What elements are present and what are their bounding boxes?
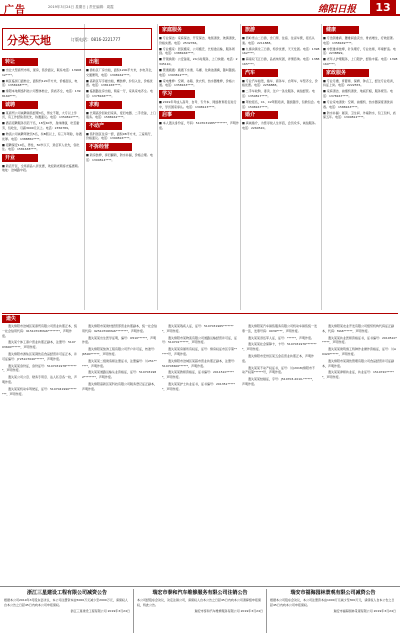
- notice-item: 遗失某某结婚证，字号：J510703-2010-******，声明作废。: [242, 377, 316, 386]
- page-number: 13: [370, 0, 396, 15]
- notice-item: 遗失某某二级建造师注册证书，注册编号：川251******，声明作废。: [82, 358, 157, 368]
- classified-column-3: [159, 24, 239, 310]
- notice-column-2: [82, 324, 157, 584]
- notice-item: 遗失某某出生医学证明，编号：O510******，声明作废。: [82, 335, 157, 345]
- classified-column-5: [323, 24, 398, 310]
- listing-item: ■ 招聘保安10名，男性，50岁以下，退伍军人优先，包吃住。电话：1581638****。: [2, 142, 80, 152]
- listing-item: ■ 家电维修：空调、冰箱、洗衣机、热水器维修，价格公道。电话：1358163****。: [159, 78, 235, 88]
- notice-item: 遗失绵阳市某物流有限公司道路运输经营许可证，证号：510701******，声明作废。: [162, 335, 237, 345]
- notice-item: 遗失某某机动车驾驶证，证号：5107041990********，声明作废。: [2, 386, 77, 396]
- listing-item: ■ 驾校报名，C1、C2驾照培训，随到随学，包教包会。电话：1598167****。: [242, 99, 320, 109]
- category-header: 出租: [86, 58, 122, 66]
- column-divider: [84, 24, 85, 310]
- category-header: 诚聘: [2, 101, 38, 109]
- category-header: 婚介: [242, 111, 278, 119]
- announcement-ads: [0, 586, 400, 634]
- listing-item: ■ 家庭清洁、油烟机清洗、地板打蜡，服务规范。电话：1378167****。: [323, 89, 393, 98]
- listing-item: ■ 真诚婚介，为您寻找人生伴侣，会员众多，诚信服务。电话：2260520。: [242, 121, 318, 130]
- classified-column-4: [242, 24, 320, 310]
- listing-item: ■ 开锁换锁：公安备案，24小时服务，上门快捷。电话：2345110。: [159, 57, 238, 66]
- notice-item: 遗失绵阳某汽车销售服务有限公司机动车销售统一发票一张，发票号码：0039****，声明作废。: [242, 324, 317, 333]
- notice-item: 遗失某某残疾人证，证号：5107031965********，声明作废。: [162, 324, 234, 333]
- listing-item: ■ 管道疏通：疏通下水道、马桶、化粪池清掏，随叫随到。电话：1393812****。: [159, 68, 238, 77]
- banner-title: 分类天地: [7, 34, 51, 47]
- category-header: 家政服务: [323, 69, 369, 77]
- listing-item: ■ 新店开张，全场商品八折优惠，欢迎新老顾客光临惠顾。地址：涪城路中段。: [2, 163, 81, 173]
- listing-item: ■ 专业搬家：居民搬家、公司搬迁、长短途运输，服务周到。电话：1388166****。: [159, 46, 235, 56]
- notice-item: 遗失绵阳某农业开发有限公司组织机构代码证正副本，代码：MA6******，声明作废。: [322, 324, 395, 333]
- listing-item: ■ 专业保洁：家庭保洁、开荒保洁、地毯清洗、玻璃清洗，价格实惠。电话：2532766。: [159, 36, 238, 45]
- notices-tag: 遗失: [2, 315, 20, 323]
- listing-item: ■ 防水补漏：屋顶、卫生间、外墙防水，包工包料，质保五年。电话：1300812****。: [323, 110, 396, 120]
- ad-divider: [133, 589, 134, 633]
- category-header: 汽车: [242, 69, 278, 77]
- notice-item: 遗失某某教师资格证，证书编号：2011510******，声明作废。: [162, 370, 234, 380]
- column-divider: [157, 24, 158, 310]
- listing-item: ■ 中医推拿按摩，针灸理疗，专业技师，环境舒适。电话：2238899。: [323, 46, 396, 56]
- listing-item: ■ 出让大型商贸市场，现房，售价面议，联系电话：1390812****。: [2, 68, 82, 77]
- category-header: 不拆经营: [86, 143, 132, 151]
- listing-item: ■ 酒店招聘服务员若干名，18至40岁，身体健康，吃苦耐劳，包吃住，月薪3000元以上。电话：2356789。: [2, 121, 80, 130]
- category-header: 转让: [2, 58, 38, 66]
- notice-item: 遗失绵阳市涪城区某超市营业执照正副本，注册号：510703600******，声明作废。: [162, 358, 237, 368]
- notice-item: 遗失某某律师执业证，执业证号：1510720******，声明作废。: [322, 370, 394, 380]
- notice-item: 遗失某某护士执业证书，证书编号：201351******，声明作废。: [162, 381, 235, 391]
- category-header: 启事: [159, 111, 195, 119]
- ad-body: 根据本公司2019年3月股东会决议，本公司注册资本由5000万元减少至2000万元，请债权人自本公告之日起45日内向本公司申报债权。: [4, 598, 128, 607]
- notice-item: 遗失绵阳高新区某科技有限公司税务登记证正副本，声明作废。: [82, 381, 157, 391]
- listing-item: ■ 本人遗失身份证，号码：5107031985********，声明作废。: [159, 121, 239, 130]
- column-divider: [321, 24, 322, 310]
- listing-item: ■ 售科创区住房一套，面积98平方米，三室两厅，价格面议。电话：1390816****。: [86, 131, 154, 141]
- classified-section: [2, 24, 398, 310]
- notice-item: 遗失绵阳市某餐饮管理有限公司食品经营许可证副本，声明作废。: [322, 358, 395, 368]
- notice-column-4: [242, 324, 317, 584]
- classified-banner: [2, 28, 152, 50]
- listing-item: ■ 专治颈椎病、腰椎间盘突出、骨质增生，疗效显著。电话：1358169****。: [323, 36, 396, 45]
- listing-item: ■ 专业汽车租赁，婚车、商务车、自驾车，车型齐全，价格优惠。电话：2256888。: [242, 78, 318, 88]
- notice-item: 遗失某某社会保障卡，卡号：5107031976********，声明作废。: [242, 342, 317, 352]
- listing-item: ■ 绵阳本地网络科技公司整体转让，资质齐全，电话：1398160****。: [2, 89, 81, 98]
- category-header: 家庭服务: [159, 26, 205, 34]
- notice-item: 遗失绵阳市游仙区某餐饮店食品经营许可证正本，许可证编号：JY25107040******，声明作废。: [2, 351, 77, 361]
- notice-item: 遗失某某执业医师资格证书，证书编号：2010510******，声明作废。: [322, 335, 397, 345]
- notice-item: 遗失某某道路运输从业资格证，证号：5107031982********，声明作废。: [82, 370, 157, 380]
- newspaper-logo: 绵阳日报: [318, 4, 357, 15]
- ad-signature: 瑞安市福海园林景观有限公司 2019年3月24日: [333, 609, 396, 614]
- classified-column-1: [2, 56, 82, 310]
- listing-item: ■ 高新区写字楼出租，精装修，拎包入住，价格优惠。电话：1381165****。: [86, 78, 153, 88]
- notices-section: [2, 324, 398, 584]
- classified-column-2: [86, 56, 156, 310]
- category-header: 开业: [2, 154, 38, 162]
- notice-item: 遗失绵阳市涪城区某商贸有限公司营业执照正本，统一社会信用代码：91510703MA6********，声明作废。: [2, 324, 77, 338]
- ad-body: 本公司经股东会决议，决定注销公司，请债权人自本公告之日起45日内向本公司清算组申报债权，特此公告。: [137, 598, 261, 607]
- category-header: 旅游: [242, 26, 278, 34]
- listing-item: ■ 城区临街门面转让，面积约120平方米，价格面议，电话：1358168****。: [2, 78, 78, 88]
- notice-item: 遗失某公司公章、财务专用章、法人私章各一枚，声明作废。: [2, 375, 77, 384]
- listing-item: ■ 2019年考成人高考、自考、专升本、网络教育报名进行中，学历国家承认。电话：1398123****。: [159, 99, 237, 109]
- column-divider: [240, 24, 241, 310]
- ad-signature: 瑞宏市泰和汽车维修服务有限公司 2019年3月24日: [194, 609, 263, 614]
- category-header: 不动产: [86, 122, 122, 130]
- notice-item: 遗失绵阳某装饰工程有限公司开户许可证，核准号：J6590******，声明作废。: [82, 347, 157, 356]
- ad-body: 根据本公司股东会决议，本公司注册资本由1000万元减少至300万元，请债权人自本公告之日起45日内向本公司申报债权。: [270, 598, 395, 607]
- date-line: 2019年3月24日 星期日 | 责任编辑：周霞: [48, 5, 114, 9]
- notice-item: 遗失某某退伍军人证，证号：******，声明作废。: [248, 335, 315, 340]
- listing-item: ■ 老年人护理服务，上门陪护，经验丰富。电话：1398160****。: [323, 57, 398, 66]
- notice-item: 遗失某个体工商户营业执照正副本，注册号：510703600******，声明作废。: [2, 340, 76, 350]
- masthead: [0, 0, 400, 16]
- notice-item: 遗失某某不动产权证书，证号：川(2018)绵阳市不动产权第******号，声明作废。: [242, 365, 315, 375]
- notice-item: 遗失绵阳市某建材经营部营业执照副本，统一社会信用代码：92510700MA6********，声明作废。: [82, 324, 157, 333]
- notice-column-3: [162, 324, 237, 584]
- notice-column-5: [322, 324, 397, 584]
- listing-item: ■ 九寨沟黄龙三日游，特价优惠，天天发团。电话：1398162****。: [242, 46, 320, 56]
- notice-column-1: [2, 324, 77, 584]
- listing-item: ■ 海南双飞五日游，品质纯玩团，详情咨询。电话：1388165****。: [242, 57, 320, 66]
- notice-item: 遗失某某身份证，身份证号：5107031978********，声明作废。: [2, 363, 77, 373]
- announcement-ad: [4, 589, 130, 633]
- ad-divider: [266, 589, 267, 633]
- ad-title: 瑞宏市泰和汽车维修服务有限公司注销公告: [152, 590, 248, 596]
- listing-item: ■ 二手车收购、寄卖、过户一条龙服务，诚信经营。电话：1350817****。: [242, 89, 315, 98]
- listing-item: ■ 游仙区厂房出租，面积1200平方米，水电齐全，交通便利，电话：1398162****。: [86, 68, 155, 77]
- notice-item: 遗失某某房屋所有权证，证号：绵房权证市区字第******号，声明作废。: [162, 347, 237, 356]
- notice-item: 遗失某某建筑施工特种作业操作资格证，证号：川A0420******，声明作废。: [322, 347, 397, 356]
- listing-item: ■ 专业月嫂、育婴师、保姆、钟点工，经过专业培训，持证上岗。电话：2222555。: [323, 78, 396, 88]
- listing-item: ■ 西岭雪山二日游，含门票、住宿、往返车费，报名从速。电话：2211888。: [242, 36, 315, 45]
- section-title: 广告: [4, 5, 26, 16]
- ad-signature: 浙江三星建设工程有限公司 2019年3月24日: [70, 609, 130, 614]
- notices-header: [2, 313, 398, 322]
- listing-item: ■ 长期高价回收旧家具、废旧电器、二手设备，上门服务。电话：1588162****。: [86, 110, 156, 120]
- ad-title: 浙江三星建设工程有限公司减资公告: [26, 590, 107, 596]
- listing-item: ■ 临园路住房出租，两室一厅，家具家电齐全。电话：1378166****。: [86, 89, 153, 98]
- banner-phone: 订版电话：0816-2221777: [71, 37, 121, 42]
- ad-title: 瑞安市福海园林景观有限公司减资公告: [290, 590, 376, 596]
- listing-item: ■ 新房装修，拆旧翻新，防水补漏，价格合理。电话：1300814****。: [86, 152, 153, 162]
- listing-item: ■ 专业家电清洗：空调、油烟机、热水器深度清洗消毒。电话：1588163****。: [323, 99, 393, 109]
- listing-item: ■ 物流公司诚聘驾驶员5名，持B照以上，有三年驾龄，待遇优厚。电话：1388850****。: [2, 131, 82, 141]
- category-header: 求购: [86, 101, 122, 109]
- category-header: 学习: [159, 90, 195, 98]
- listing-item: ■ 某商贸公司诚聘销售经理3名，男女不限，大专以上学历，有工作经验者优先，待遇面议。电话：1350810****。: [2, 110, 82, 120]
- announcement-ad: [270, 589, 396, 633]
- notice-item: 遗失绵阳市安州区某五金店营业执照正本，声明作废。: [242, 353, 315, 363]
- announcement-ad: [137, 589, 263, 633]
- category-header: 健康: [323, 26, 359, 34]
